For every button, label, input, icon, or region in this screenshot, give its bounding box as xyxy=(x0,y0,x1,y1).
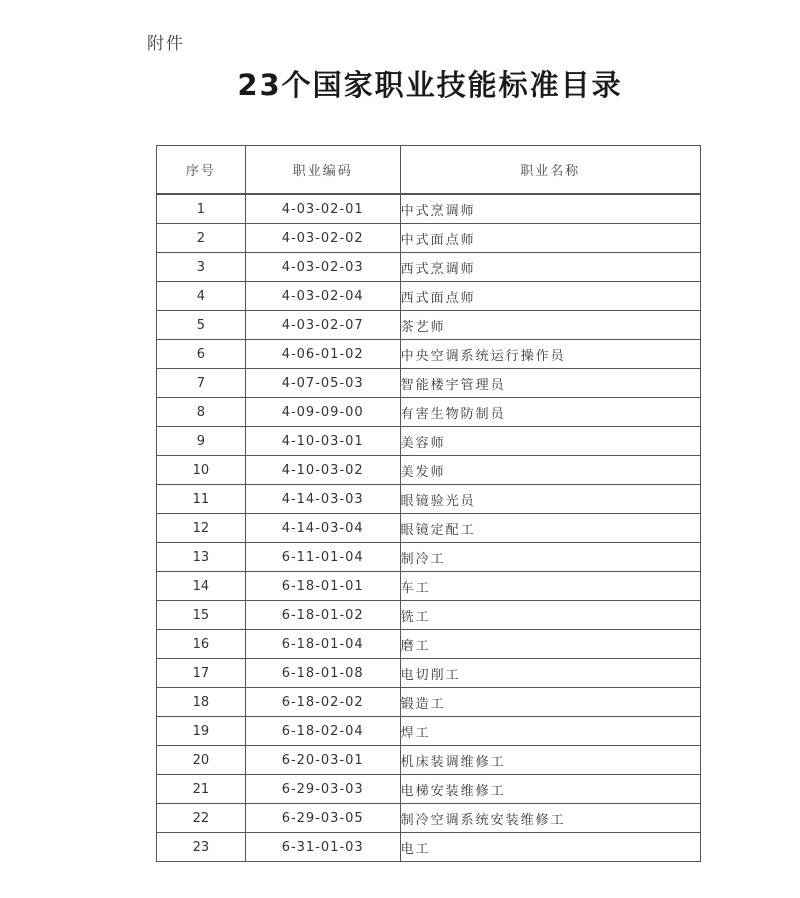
occupation-code-cell: 4-10-03-01 xyxy=(245,427,400,456)
table-row xyxy=(157,282,701,311)
occupation-code-cell: 6-20-03-01 xyxy=(245,746,400,775)
row-index-cell: 1 xyxy=(157,194,246,224)
row-index-cell: 8 xyxy=(157,398,246,427)
occupation-name-cell: 中央空调系统运行操作员 xyxy=(400,340,700,369)
row-index-cell: 16 xyxy=(157,630,246,659)
occupation-name-cell: 中式烹调师 xyxy=(400,194,700,224)
table-row xyxy=(157,659,701,688)
occupation-code-cell: 6-11-01-04 xyxy=(245,543,400,572)
table-row xyxy=(157,688,701,717)
table-row xyxy=(157,369,701,398)
occupation-code-cell: 4-07-05-03 xyxy=(245,369,400,398)
row-index-cell: 13 xyxy=(157,543,246,572)
row-index-cell: 9 xyxy=(157,427,246,456)
occupation-code-cell: 6-18-02-02 xyxy=(245,688,400,717)
row-index-cell: 21 xyxy=(157,775,246,804)
occupation-name-cell: 机床装调维修工 xyxy=(400,746,700,775)
table-row xyxy=(157,630,701,659)
row-index-cell: 22 xyxy=(157,804,246,833)
table-row xyxy=(157,514,701,543)
table-row xyxy=(157,485,701,514)
occupation-name-cell: 电切削工 xyxy=(400,659,700,688)
row-index-cell: 4 xyxy=(157,282,246,311)
table-row xyxy=(157,804,701,833)
occupation-name-cell: 车工 xyxy=(400,572,700,601)
occupation-code-cell: 6-18-01-04 xyxy=(245,630,400,659)
occupation-name-cell: 中式面点师 xyxy=(400,224,700,253)
row-index-cell: 2 xyxy=(157,224,246,253)
column-header-code: 职业编码 xyxy=(245,146,400,195)
table-row xyxy=(157,543,701,572)
table-row xyxy=(157,253,701,282)
column-header-index: 序号 xyxy=(157,146,246,195)
occupation-code-cell: 6-18-01-02 xyxy=(245,601,400,630)
row-index-cell: 12 xyxy=(157,514,246,543)
occupation-name-cell: 美发师 xyxy=(400,456,700,485)
occupation-name-cell: 眼镜定配工 xyxy=(400,514,700,543)
row-index-cell: 15 xyxy=(157,601,246,630)
occupation-name-cell: 磨工 xyxy=(400,630,700,659)
table-row xyxy=(157,746,701,775)
table-row xyxy=(157,717,701,746)
row-index-cell: 10 xyxy=(157,456,246,485)
table-row xyxy=(157,398,701,427)
occupation-code-cell: 4-06-01-02 xyxy=(245,340,400,369)
document-title: 23个国家职业技能标准目录 xyxy=(237,68,623,102)
occupation-code-cell: 4-03-02-03 xyxy=(245,253,400,282)
row-index-cell: 5 xyxy=(157,311,246,340)
occupation-code-cell: 6-31-01-03 xyxy=(245,833,400,862)
occupation-name-cell: 西式烹调师 xyxy=(400,253,700,282)
occupation-code-cell: 6-18-02-04 xyxy=(245,717,400,746)
occupation-name-cell: 眼镜验光员 xyxy=(400,485,700,514)
occupation-code-cell: 6-29-03-03 xyxy=(245,775,400,804)
occupation-code-cell: 6-29-03-05 xyxy=(245,804,400,833)
occupation-code-cell: 6-18-01-08 xyxy=(245,659,400,688)
occupation-name-cell: 智能楼宇管理员 xyxy=(400,369,700,398)
row-index-cell: 20 xyxy=(157,746,246,775)
occupation-name-cell: 电梯安装维修工 xyxy=(400,775,700,804)
occupation-code-cell: 6-18-01-01 xyxy=(245,572,400,601)
row-index-cell: 17 xyxy=(157,659,246,688)
occupation-name-cell: 锻造工 xyxy=(400,688,700,717)
row-index-cell: 23 xyxy=(157,833,246,862)
table-row xyxy=(157,427,701,456)
row-index-cell: 18 xyxy=(157,688,246,717)
row-index-cell: 11 xyxy=(157,485,246,514)
column-header-name: 职业名称 xyxy=(400,146,700,195)
row-index-cell: 7 xyxy=(157,369,246,398)
occupation-code-cell: 4-03-02-07 xyxy=(245,311,400,340)
occupation-code-cell: 4-03-02-04 xyxy=(245,282,400,311)
occupation-name-cell: 美容师 xyxy=(400,427,700,456)
table-header-row xyxy=(157,146,701,195)
occupation-name-cell: 电工 xyxy=(400,833,700,862)
occupation-name-cell: 铣工 xyxy=(400,601,700,630)
row-index-cell: 14 xyxy=(157,572,246,601)
occupation-name-cell: 制冷工 xyxy=(400,543,700,572)
occupation-code-cell: 4-14-03-03 xyxy=(245,485,400,514)
row-index-cell: 3 xyxy=(157,253,246,282)
table-row xyxy=(157,456,701,485)
row-index-cell: 19 xyxy=(157,717,246,746)
table-row xyxy=(157,311,701,340)
occupation-standards-table xyxy=(156,145,701,862)
occupation-code-cell: 4-03-02-01 xyxy=(245,194,400,224)
table-row xyxy=(157,340,701,369)
occupation-code-cell: 4-14-03-04 xyxy=(245,514,400,543)
table-row xyxy=(157,601,701,630)
table-row xyxy=(157,572,701,601)
row-index-cell: 6 xyxy=(157,340,246,369)
table-row xyxy=(157,224,701,253)
occupation-name-cell: 茶艺师 xyxy=(400,311,700,340)
occupation-code-cell: 4-09-09-00 xyxy=(245,398,400,427)
occupation-name-cell: 焊工 xyxy=(400,717,700,746)
table-body xyxy=(157,194,701,862)
occupation-name-cell: 有害生物防制员 xyxy=(400,398,700,427)
table-row xyxy=(157,194,701,224)
occupation-name-cell: 西式面点师 xyxy=(400,282,700,311)
occupation-code-cell: 4-10-03-02 xyxy=(245,456,400,485)
occupation-name-cell: 制冷空调系统安装维修工 xyxy=(400,804,700,833)
attachment-label: 附件 xyxy=(147,34,185,54)
table-row xyxy=(157,833,701,862)
table-row xyxy=(157,775,701,804)
occupation-code-cell: 4-03-02-02 xyxy=(245,224,400,253)
